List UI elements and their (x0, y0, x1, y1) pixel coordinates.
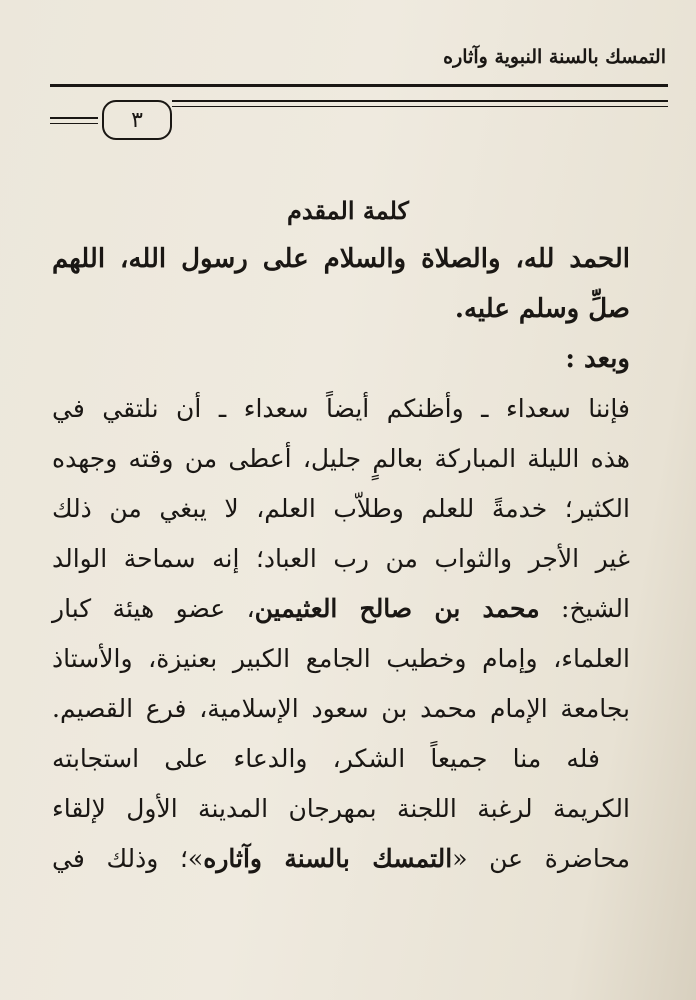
header-rule-top (50, 84, 668, 87)
text-line-4: فإننا سعداء ـ وأظنكم أيضاً سعداء ـ أن نلتقي في (52, 394, 630, 423)
lecture-title: التمسك بالسنة وآثاره (203, 844, 453, 873)
header-rule-middle (172, 100, 668, 102)
page-number-frame (102, 100, 172, 140)
running-title: التمسك بالسنة النبوية وآثاره (443, 46, 666, 68)
text-line-8-start: الشيخ: (561, 594, 630, 623)
text-line-13-start: محاضرة عن « (452, 844, 630, 873)
text-line-1: الحمد لله، والصلاة والسلام على رسول الله، اللهم (52, 244, 630, 274)
header-rule-bottom (172, 106, 668, 107)
text-line-8-end: ، عضو هيئة كبار (52, 594, 255, 623)
text-line-6: الكثير؛ خدمةً للعلم وطلاّب العلم، لا يبغي من ذلك (52, 494, 630, 523)
text-line-8 (52, 584, 630, 634)
text-line-13 (52, 834, 630, 884)
text-line-11: فله منا جميعاً الشكر، والدعاء على استجابته (52, 744, 600, 773)
text-line-7: غير الأجر والثواب من رب العباد؛ إنه سماحة الوالد (52, 544, 630, 573)
text-line-13-end: »؛ وذلك في (52, 844, 204, 873)
text-line-12: الكريمة لرغبة اللجنة بمهرجان المدينة الأول لإلقاء (52, 794, 630, 823)
page-number: ٣ (131, 107, 143, 133)
header-rule-left-a (50, 117, 98, 119)
header-rule-left-b (50, 123, 98, 124)
text-line-2: صلِّ وسلم عليه. (454, 294, 630, 324)
text-line-3: وبعد : (565, 344, 630, 374)
body-text (52, 234, 630, 884)
text-line-9: العلماء، وإمام وخطيب الجامع الكبير بعنيزة، والأستاذ (52, 644, 630, 673)
text-line-10: بجامعة الإمام محمد بن سعود الإسلامية، فرع القصيم. (52, 694, 630, 723)
section-title: كلمة المقدم (287, 196, 409, 225)
text-line-5: هذه الليلة المباركة بعالمٍ جليل، أعطى من وقته وجهده (52, 444, 630, 473)
sheikh-name: محمد بن صالح العثيمين (254, 594, 540, 623)
